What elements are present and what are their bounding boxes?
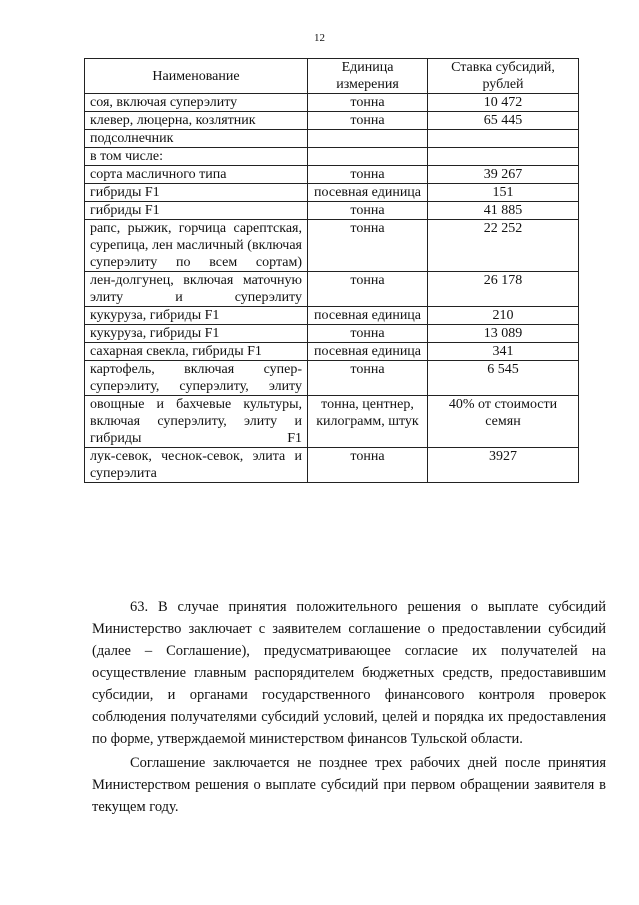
header-unit: Единица измерения <box>308 59 428 94</box>
row-unit <box>308 148 428 166</box>
row-rate: 341 <box>428 343 579 361</box>
row-unit: тонна <box>308 112 428 130</box>
row-rate: 39 267 <box>428 166 579 184</box>
row-name: клевер, люцерна, козлятник <box>85 112 308 130</box>
row-unit: посевная единица <box>308 307 428 325</box>
row-name: соя, включая суперэлиту <box>85 94 308 112</box>
paragraph-agreement <box>92 752 606 818</box>
subsidy-rates-table <box>84 58 579 483</box>
row-rate: 6 545 <box>428 361 579 396</box>
row-name: лук-севок, чеснок-севок, элита и суперэлита <box>85 448 308 483</box>
table-row <box>85 325 579 343</box>
row-name: лен-долгунец, включая маточную элиту и суперэлиту <box>85 272 308 307</box>
row-unit: тонна <box>308 325 428 343</box>
row-unit <box>308 130 428 148</box>
row-unit: посевная единица <box>308 343 428 361</box>
table-row <box>85 202 579 220</box>
table-row <box>85 343 579 361</box>
table-row <box>85 307 579 325</box>
row-rate: 65 445 <box>428 112 579 130</box>
row-name: подсолнечник <box>85 130 308 148</box>
row-rate: 151 <box>428 184 579 202</box>
table-row <box>85 272 579 307</box>
paragraph-63 <box>92 596 606 750</box>
paragraph-63-text: 63. В случае принятия положительного решения о выплате субсидий Министерство заключает с заявителем соглашение о предоставлении субсидий (далее – Соглашение), предусматривающее согласие их получателей на осуществление главным распорядителем бюджетных средств, предоставившим субсидии, и органами государственного финансового контроля проверок соблюдения получателями субсидий условий, целей и порядка их предоставления по форме, утверждаемой министерством финансов Тульской области. <box>92 599 606 747</box>
table-row <box>85 112 579 130</box>
table-row <box>85 184 579 202</box>
table-header-row <box>85 59 579 94</box>
row-rate: 13 089 <box>428 325 579 343</box>
row-unit: тонна <box>308 448 428 483</box>
page-number: 12 <box>314 32 325 44</box>
row-unit: тонна <box>308 166 428 184</box>
header-name: Наименование <box>85 59 308 94</box>
row-rate: 22 252 <box>428 220 579 272</box>
table-row <box>85 148 579 166</box>
row-rate: 40% от стоимости семян <box>428 396 579 448</box>
paragraph-agreement-text: Соглашение заключается не позднее трех рабочих дней после принятия Министерством решения о выплате субсидий при первом обращении заявителя в текущем году. <box>92 755 606 815</box>
row-rate <box>428 148 579 166</box>
table-row <box>85 130 579 148</box>
row-name: кукуруза, гибриды F1 <box>85 325 308 343</box>
row-name: рапс, рыжик, горчица сарептская, сурепица, лен масличный (включая суперэлиту по всем сортам) <box>85 220 308 272</box>
row-unit: тонна <box>308 94 428 112</box>
row-name: картофель, включая супер-суперэлиту, суперэлиту, элиту <box>85 361 308 396</box>
row-rate: 210 <box>428 307 579 325</box>
row-unit: тонна <box>308 361 428 396</box>
row-name: овощные и бахчевые культуры, включая суперэлиту, элиту и гибриды F1 <box>85 396 308 448</box>
row-unit: тонна, центнер, килограмм, штук <box>308 396 428 448</box>
row-rate: 41 885 <box>428 202 579 220</box>
row-rate: 3927 <box>428 448 579 483</box>
table-row <box>85 361 579 396</box>
row-name: кукуруза, гибриды F1 <box>85 307 308 325</box>
row-unit: тонна <box>308 202 428 220</box>
row-name: гибриды F1 <box>85 202 308 220</box>
row-name: сорта масличного типа <box>85 166 308 184</box>
row-rate <box>428 130 579 148</box>
row-name: сахарная свекла, гибриды F1 <box>85 343 308 361</box>
row-rate: 10 472 <box>428 94 579 112</box>
row-name: в том числе: <box>85 148 308 166</box>
table-row <box>85 166 579 184</box>
header-rate: Ставка субсидий, рублей <box>428 59 579 94</box>
row-unit: тонна <box>308 220 428 272</box>
row-rate: 26 178 <box>428 272 579 307</box>
table-row <box>85 220 579 272</box>
table-row <box>85 448 579 483</box>
row-name: гибриды F1 <box>85 184 308 202</box>
table-row <box>85 94 579 112</box>
row-unit: посевная единица <box>308 184 428 202</box>
row-unit: тонна <box>308 272 428 307</box>
table-row <box>85 396 579 448</box>
